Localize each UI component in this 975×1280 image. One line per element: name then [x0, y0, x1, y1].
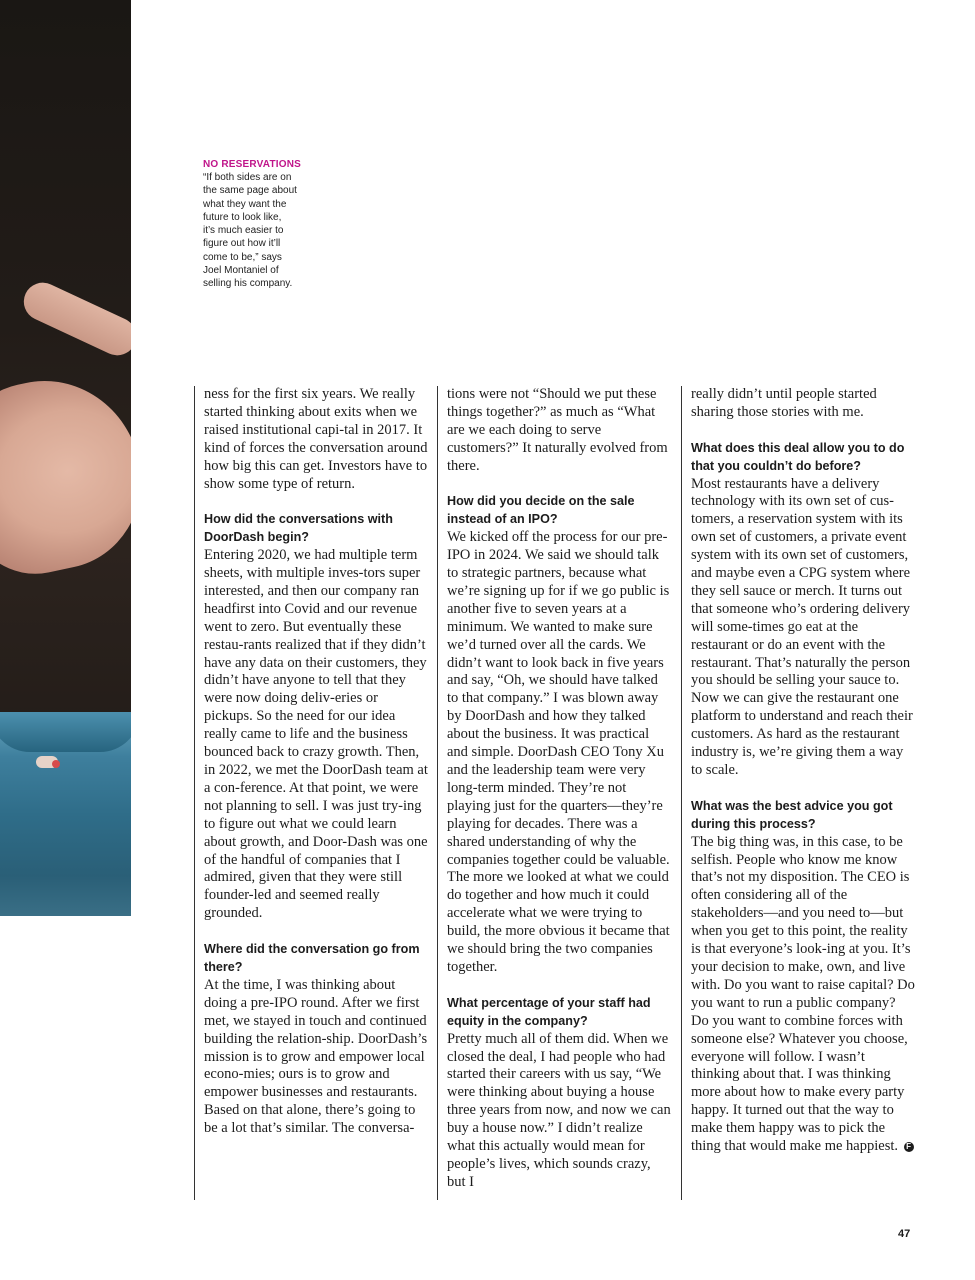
- interview-question: Where did the conversation go from there?: [204, 942, 420, 974]
- article-column-1: [194, 386, 428, 1200]
- paragraph: ness for the first six years. We really started thinking about exits when we raised institutional capi-tal in 2017. It kind of forces the conversation around how big this can get. Investors have to show some type of return.: [204, 386, 428, 492]
- paragraph: Pretty much all of them did. When we closed the deal, I had people who had started their careers with us say, “We were thinking about buying a house three years from now, and now we can buy a house now.” I didn’t realize what this actually would mean for people’s lives, which sounds crazy, but I: [447, 1030, 671, 1190]
- interview-question: What does this deal allow you to do that you couldn’t do before?: [691, 440, 905, 473]
- caption-line: Joel Montaniel of: [203, 265, 279, 277]
- paragraph: Entering 2020, we had multiple term sheets, with multiple inves-tors super interested, and then our company ran headfirst into Covid and our revenue went to zero. But eventually these restau-rants realized that if they didn’t have any data on their customers, they didn’t have anyone to tell that they were now doing deliv-eries or pickups. So the need for our idea really came to life and the business bounced back to crazy growth. Then, in 2022, we met the DoorDash team at a con-ference. At that point, we were not planning to sell. I was just try-ing to figure out what we could learn about growth, and Door-Dash was one of the handful of companies that I admired, given that they were still founder-led and seemed really grounded.: [204, 547, 428, 922]
- caption-line: selling his company.: [203, 278, 293, 290]
- paragraph: tions were not “Should we put these things together?” as much as “What are we each doing to serve customers?” It naturally evolved from there.: [447, 386, 668, 474]
- interview-question: What was the best advice you got during this process?: [691, 798, 893, 831]
- caption-line: the same page about: [203, 185, 297, 197]
- feature-photo: [0, 0, 131, 916]
- page-number: 47: [898, 1228, 911, 1240]
- end-mark-icon: F: [904, 1142, 914, 1152]
- photo-finger: [18, 276, 131, 361]
- photo-dish-rim: [0, 712, 131, 752]
- interview-question: What percentage of your staff had equity in the company?: [447, 995, 651, 1028]
- article-column-2: [437, 386, 671, 1200]
- caption-line: come to be,” says: [203, 251, 282, 263]
- caption-kicker: NO RESERVATIONS: [203, 159, 302, 170]
- paragraph: We kicked off the process for our pre-IPO in 2024. We said we should talk to strategic partners, because what we’re signing up for if we go public is another five to seven years at a minimum. We wanted to make sure we’d turned over all the cards. We didn’t want to look back in five years and say, “Oh, we should have talked to that company.” I was blown away by DoorDash and how they talked about the business. It was practical and simple. DoorDash CEO Tony Xu and the leadership team were very long-term minded. They’re not playing just for the quarters—they’re playing for decades. There was a shared understanding of why the companies together could be valuable. The more we looked at what we could do together and how much it could accelerate what we were trying to build, the more obvious it became that we should bring the two companies together.: [447, 529, 670, 975]
- caption-line: it’s much easier to: [203, 225, 284, 237]
- caption-line: figure out how it’ll: [203, 238, 281, 250]
- caption-line: future to look like,: [203, 211, 282, 223]
- photo-pill-red: [52, 760, 60, 768]
- paragraph-final: [691, 834, 915, 1156]
- article-column-3: [681, 386, 915, 1200]
- caption-line: “If both sides are on: [203, 172, 292, 183]
- photo-caption: [203, 158, 323, 291]
- paragraph: At the time, I was thinking about doing a pre-IPO round. After we first met, we stayed in touch and continued building the relation-ship. DoorDash’s mission is to grow and empower local econo-mies; ours is to grow and empower businesses and restaurants. Based on that alone, there’s going to be a lot that’s similar. The conversa-: [204, 976, 428, 1137]
- photo-hand: [0, 363, 131, 586]
- paragraph-text: The big thing was, in this case, to be selfish. People who know me know that’s not my disposition. The CEO is often considering all of the stakeholders—and you need to—but when you get to this point, the reality is that everyone’s look-ing at you. It’s your decision to make, own, and live with. Do you want to raise capital? Do you want to run a public company? Do you want to combine forces with someone else? Whatever you choose, everyone will follow. I wasn’t thinking about that. I was thinking more about how to make every party happy. It turned out that the way to make them happy was to pick the thing that would make me happiest.: [691, 833, 915, 1155]
- interview-question: How did the conversations with DoorDash begin?: [204, 512, 393, 545]
- caption-line: what they want the: [203, 198, 287, 210]
- paragraph: Most restaurants have a delivery technology with its own set of cus-tomers, a reservation system with its own set of customers, a private event system with its own set of customers, and maybe even a CPG system where they sell sauce or merch. It turns out that someone who’s ordering delivery will some-times go eat at the restaurant or do an event with the restaurant. That’s naturally the person you should be selling your sauce to. Now we can give the restaurant one platform to understand and reach their customers. As hard as the restaurant industry is, we’re giving them a way to scale.: [691, 475, 913, 779]
- caption-text: [203, 171, 323, 291]
- interview-question: How did you decide on the sale instead of an IPO?: [447, 494, 635, 527]
- paragraph: really didn’t until people started sharing those stories with me.: [691, 386, 877, 420]
